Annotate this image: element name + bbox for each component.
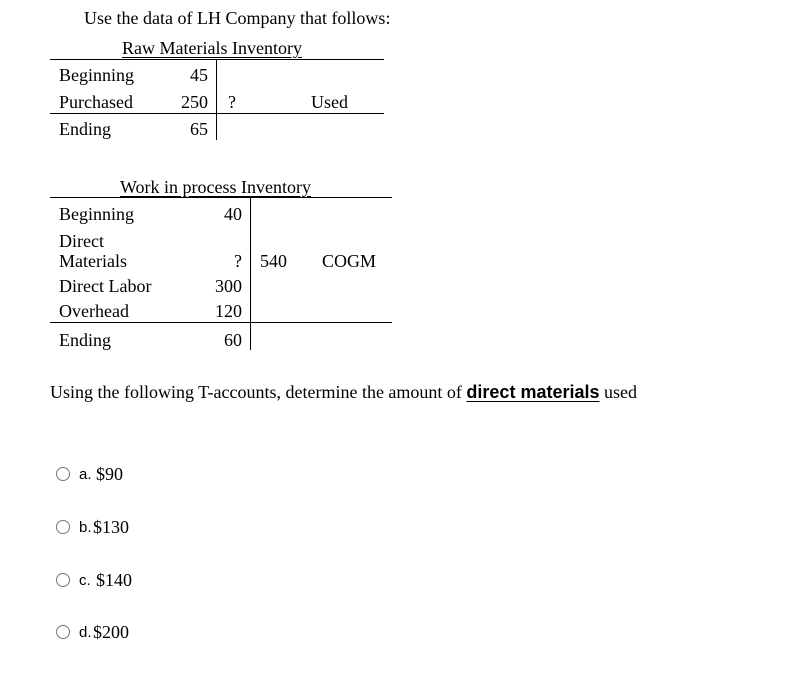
rm-purchased-value: 250 [181,92,208,112]
raw-materials-divider-rule [50,113,384,114]
wip-cogm-value: 540 [260,251,287,271]
raw-materials-title: Raw Materials Inventory [122,38,302,58]
rm-used-value: ? [228,92,236,112]
option-a-radio[interactable] [56,467,70,481]
option-c-radio[interactable] [56,573,70,587]
option-d-radio[interactable] [56,625,70,639]
wip-divider-rule [50,322,392,323]
wip-overhead-label: Overhead [59,301,129,321]
option-a-value: $90 [96,464,123,484]
option-c-letter: c. [79,572,91,589]
rm-ending-value: 65 [190,119,208,139]
question-text [50,382,637,403]
raw-materials-t-stem [216,60,217,140]
wip-title: Work in process Inventory [120,177,312,197]
intro-text: Use the data of LH Company that follows: [84,8,391,28]
wip-direct-labor-label: Direct Labor [59,276,152,296]
rm-ending-label: Ending [59,119,111,139]
rm-used-label: Used [311,92,348,112]
wip-direct-label: Direct [59,231,104,251]
wip-materials-label: Materials [59,251,127,271]
option-c-value: $140 [96,570,132,590]
option-b-value: $130 [93,517,129,537]
wip-beginning-label: Beginning [59,204,134,224]
option-b-letter: b. [79,519,92,536]
wip-direct-materials-value: ? [234,251,242,271]
wip-direct-labor-value: 300 [215,276,242,296]
wip-ending-value: 60 [224,330,242,350]
question-prefix: Using the following T-accounts, determine the amount of [50,382,467,402]
question-suffix: used [599,382,637,402]
wip-cogm-label: COGM [322,251,377,271]
option-a-letter: a. [79,466,92,483]
option-d-value: $200 [93,622,129,642]
rm-beginning-label: Beginning [59,65,134,85]
question-emphasis: direct materials [466,382,600,402]
option-b-radio[interactable] [56,520,70,534]
raw-materials-top-rule [50,59,384,60]
wip-beginning-value: 40 [224,204,242,224]
wip-overhead-value: 120 [215,301,242,321]
wip-top-rule [50,197,392,198]
option-d-letter: d. [79,624,92,641]
wip-ending-label: Ending [59,330,111,350]
wip-t-stem [250,198,251,350]
rm-beginning-value: 45 [190,65,208,85]
rm-purchased-label: Purchased [59,92,133,112]
